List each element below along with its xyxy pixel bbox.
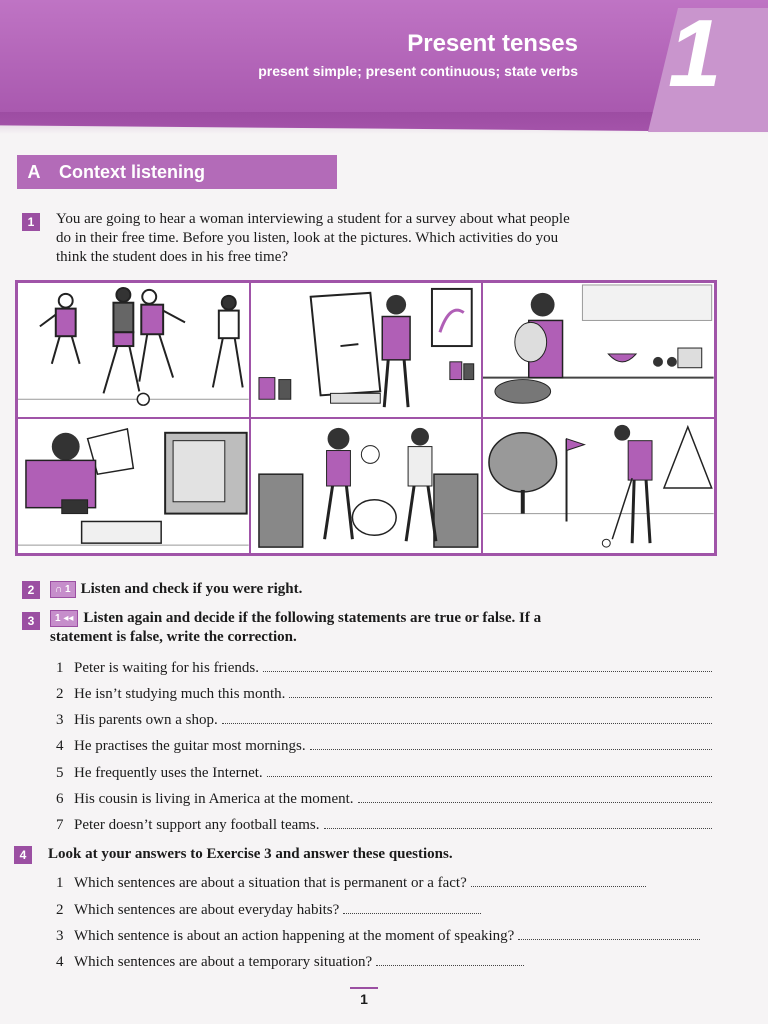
statement-text: His cousin is living in America at the moment. — [74, 791, 354, 807]
statement-number: 1 — [56, 660, 64, 676]
exercise-3-instructions — [50, 609, 740, 647]
answer-line[interactable] — [324, 816, 712, 829]
answer-line[interactable] — [343, 901, 481, 914]
statement-number: 2 — [56, 686, 64, 702]
answer-line[interactable] — [222, 711, 712, 724]
question-text: Which sentences are about a situation that is permanent or a fact? — [74, 875, 467, 891]
section-title: Context listening — [59, 161, 206, 182]
statement-text: He isn’t studying much this month. — [74, 686, 286, 702]
answer-line[interactable] — [267, 764, 712, 777]
audio-track-badge[interactable]: 1 ◂◂ — [50, 610, 78, 627]
question-text: Which sentences are about everyday habits? — [74, 902, 340, 918]
statement-item — [56, 659, 712, 678]
audio-track-number: 1 — [65, 584, 71, 595]
section-heading — [17, 155, 337, 189]
statement-text: He frequently uses the Internet. — [74, 765, 263, 781]
exercise-1-line: do in their free time. Before you listen, look at the pictures. Which activities do you — [56, 230, 559, 246]
audio-track-badge[interactable]: ∩ 1 — [50, 581, 76, 598]
answer-line[interactable] — [289, 685, 712, 698]
question-number: 1 — [56, 875, 64, 891]
statement-number: 4 — [56, 738, 64, 754]
exercise-number: 4 — [14, 846, 32, 864]
boys-playing-football-illustration — [17, 282, 250, 418]
man-painting-canvas-illustration — [250, 282, 483, 418]
exercise-1-instructions — [56, 210, 736, 267]
unit-subtitle: present simple; present continuous; state verbs — [258, 63, 578, 79]
question-number: 2 — [56, 902, 64, 918]
band-playing-guitars-and-drums-illustration — [250, 418, 483, 554]
statement-text: He practises the guitar most mornings. — [74, 738, 306, 754]
answer-line[interactable] — [518, 927, 700, 940]
statement-number: 7 — [56, 817, 64, 833]
exercise-3-line: statement is false, write the correction. — [50, 629, 297, 645]
question-item — [56, 953, 524, 972]
statement-item — [56, 790, 712, 809]
answer-line[interactable] — [263, 659, 712, 672]
boy-playing-video-games-illustration — [17, 418, 250, 554]
answer-line[interactable] — [471, 874, 646, 887]
answer-line[interactable] — [358, 790, 712, 803]
statement-text: Peter doesn’t support any football teams. — [74, 817, 320, 833]
exercise-number: 3 — [22, 612, 40, 630]
question-text: Which sentence is about an action happening at the moment of speaking? — [74, 928, 515, 944]
question-item — [56, 874, 646, 893]
section-letter: A — [27, 161, 41, 182]
exercise-4-instructions: Look at your answers to Exercise 3 and answer these questions. — [48, 846, 453, 862]
page-number: 1 — [350, 987, 378, 1007]
exercise-number: 2 — [22, 581, 40, 599]
statement-item — [56, 816, 712, 835]
statement-text: Peter is waiting for his friends. — [74, 660, 259, 676]
man-cooking-in-kitchen-illustration — [482, 282, 715, 418]
exercise-1-line: think the student does in his free time? — [56, 249, 289, 265]
statement-text: His parents own a shop. — [74, 712, 218, 728]
statement-item — [56, 685, 712, 704]
question-number: 3 — [56, 928, 64, 944]
statement-number: 6 — [56, 791, 64, 807]
activity-pictures-grid — [15, 280, 717, 556]
answer-line[interactable] — [376, 953, 524, 966]
exercise-number: 1 — [22, 213, 40, 231]
exercise-2-text: Listen and check if you were right. — [80, 581, 303, 597]
exercise-1-line: You are going to hear a woman interviewing a student for a survey about what people — [56, 211, 570, 227]
statement-item — [56, 711, 712, 730]
exercise-2-instructions — [50, 580, 730, 599]
answer-line[interactable] — [310, 737, 712, 750]
statement-item — [56, 737, 712, 756]
statement-item — [56, 764, 712, 783]
statement-number: 3 — [56, 712, 64, 728]
audio-track-number: 1 — [55, 613, 61, 624]
question-item — [56, 901, 481, 920]
man-playing-golf-illustration — [482, 418, 715, 554]
unit-title: Present tenses — [407, 30, 578, 57]
exercise-3-line: Listen again and decide if the following statements are true or false. If a — [83, 610, 542, 626]
question-item — [56, 927, 700, 946]
unit-number: 1 — [668, 0, 722, 107]
question-text: Which sentences are about a temporary situation? — [74, 954, 373, 970]
question-number: 4 — [56, 954, 64, 970]
statement-number: 5 — [56, 765, 64, 781]
